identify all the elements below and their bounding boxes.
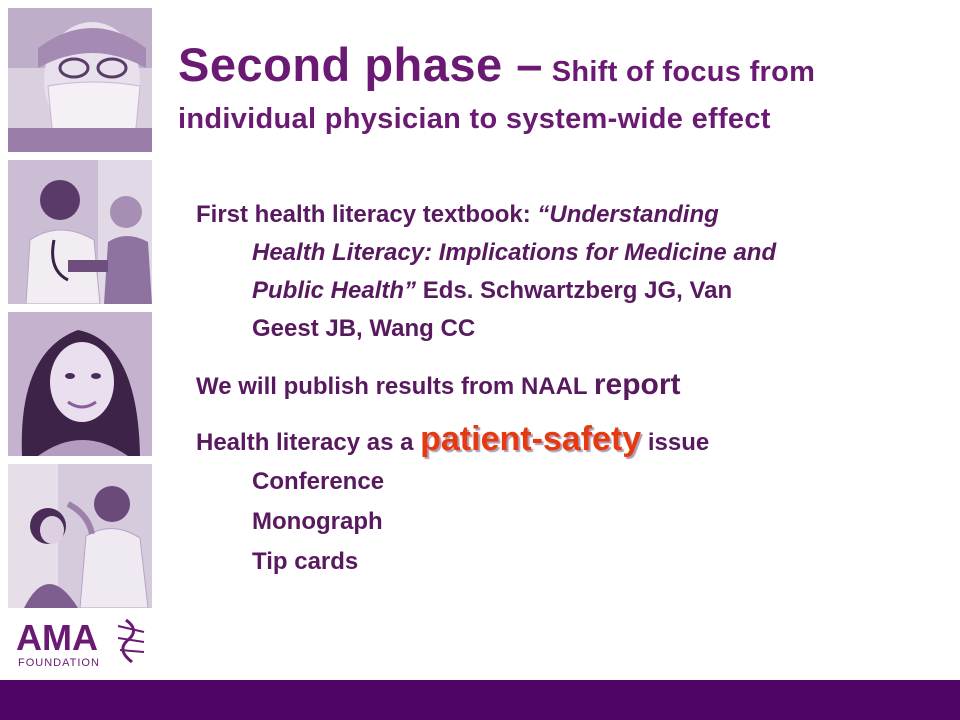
- bullet-naal-emph: report: [593, 368, 681, 401]
- bullet-naal: [196, 366, 956, 406]
- slide-body: [196, 196, 956, 582]
- surgeon-image: [8, 8, 152, 152]
- title-small: Shift of focus from: [551, 56, 816, 88]
- ama-foundation-logo: [14, 612, 154, 672]
- smiling-woman-image: [8, 312, 152, 456]
- doctor-patient-image: [8, 160, 152, 304]
- logo-letters: AMA: [16, 617, 98, 658]
- bullet-textbook-lead: First health literacy textbook:: [196, 201, 538, 228]
- bullet-textbook-line-4: Geest JB, Wang CC: [252, 315, 476, 342]
- footer-bar: [0, 680, 960, 720]
- sub-item-conference: Conference: [252, 468, 385, 495]
- bullet-textbook-line-3: [196, 272, 956, 310]
- logo-subtext: FOUNDATION: [18, 657, 100, 669]
- bullet-patient-safety: [196, 420, 956, 582]
- bullet-textbook-line-2: [196, 234, 956, 272]
- ama-logo-mark: [14, 612, 154, 672]
- sub-item-tip-cards: Tip cards: [252, 548, 359, 575]
- slide-title: [178, 36, 948, 137]
- title-line-1: [178, 36, 948, 101]
- mother-daughter-image: [8, 464, 152, 608]
- bullet-textbook-line-1: [196, 201, 719, 228]
- bullet-textbook-title-mid: Health Literacy: Implications for Medicine and: [252, 239, 777, 266]
- patient-safety-highlight: patient-safety: [420, 420, 642, 458]
- photo-smiling-woman: [8, 312, 152, 456]
- photo-mother-daughter: [8, 464, 152, 608]
- sub-item-monograph: Monograph: [252, 508, 383, 535]
- photo-doctor-patient: [8, 160, 152, 304]
- bullet-patient-safety-tail: issue: [641, 429, 710, 456]
- bullet-textbook-editors: Eds. Schwartzberg JG, Van: [416, 277, 733, 304]
- bullet-textbook: [196, 196, 956, 348]
- bullet-naal-text: We will publish results from NAAL: [196, 373, 594, 400]
- title-line-2: individual physician to system-wide effect: [178, 103, 771, 135]
- photo-surgeon: [8, 8, 152, 152]
- bullet-textbook-title-end: Public Health”: [252, 277, 417, 304]
- title-big: Second phase –: [178, 38, 543, 91]
- bullet-patient-safety-lead: Health literacy as a: [196, 429, 421, 456]
- bullet-textbook-title-start: “Understanding: [537, 201, 719, 228]
